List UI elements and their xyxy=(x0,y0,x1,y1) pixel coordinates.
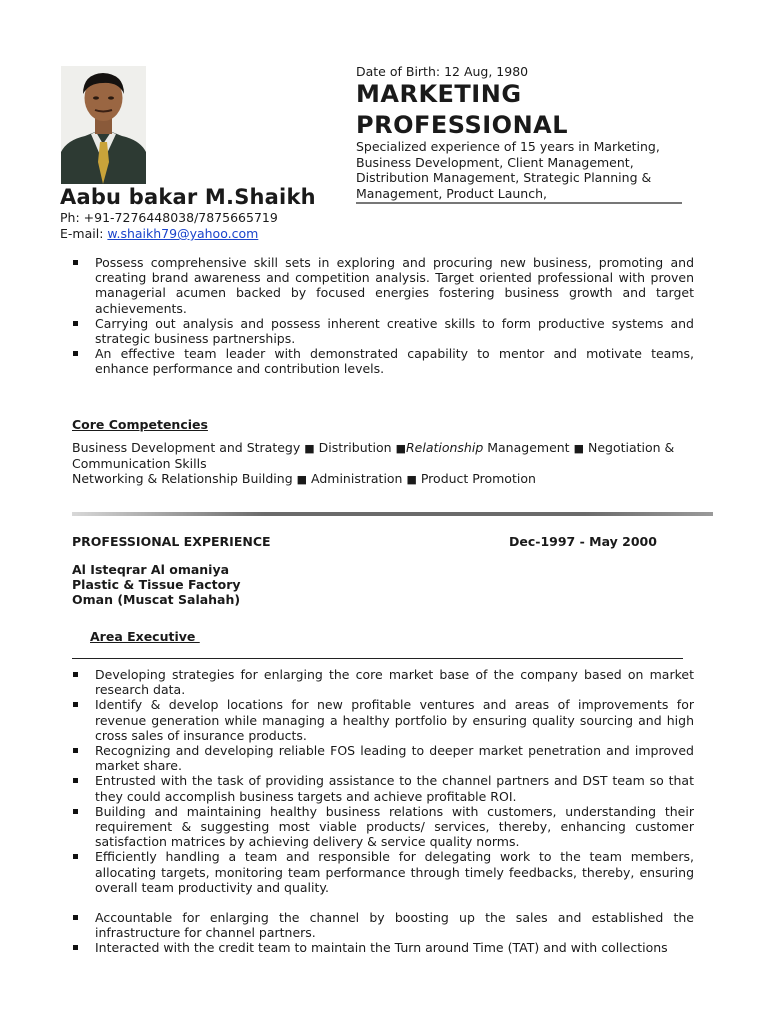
company-location: Oman (Muscat Salahah) xyxy=(72,592,241,608)
role-divider xyxy=(72,658,683,659)
core-competencies-heading: Core Competencies xyxy=(72,417,208,432)
summary-item: Carrying out analysis and possess inherent creative skills to form productive systems and strategic business partnerships. xyxy=(72,316,694,346)
job-role: Area Executive xyxy=(90,629,200,644)
duty-item: Accountable for enlarging the channel by boosting up the sales and established the infrastructure for channel partners. xyxy=(72,910,694,940)
duties-list xyxy=(72,667,694,956)
date-of-birth: Date of Birth: 12 Aug, 1980 xyxy=(356,64,529,79)
profile-photo xyxy=(61,66,146,184)
phone-number: Ph: +91-7276448038/7875665719 xyxy=(60,210,278,225)
competency-italic: Relationship xyxy=(405,440,484,455)
experience-heading: PROFESSIONAL EXPERIENCE xyxy=(72,534,271,549)
header-divider xyxy=(356,202,682,204)
profile-photo-image xyxy=(61,66,146,184)
square-bullet-icon: ■ xyxy=(304,442,315,455)
competency: Management xyxy=(483,440,570,455)
email-line xyxy=(60,226,278,242)
square-bullet-icon: ■ xyxy=(296,473,308,487)
square-bullet-icon: ■ xyxy=(406,473,417,487)
summary-item: An effective team leader with demonstrated capability to mentor and motivate teams, enhance performance and contribution levels. xyxy=(72,346,694,376)
summary-item: Possess comprehensive skill sets in exploring and procuring new business, promoting and creating brand awareness and competition analysis. Target oriented professional with proven managerial acumen backed by focused energies fostering business growth and target achievements. xyxy=(72,255,694,316)
square-bullet-icon: ■ xyxy=(395,442,406,455)
duty-item: Identify & develop locations for new profitable ventures and areas of improvements for revenue generation while managing a healthy portfolio by ensuring quality sourcing and high cross sales of insurance products. xyxy=(72,697,694,743)
email-link[interactable]: w.shaikh79@yahoo.com xyxy=(107,226,259,241)
square-bullet-icon: ■ xyxy=(573,442,584,455)
competency: Negotiation & Communication Skills xyxy=(72,440,675,472)
competency: Distribution xyxy=(318,440,392,455)
candidate-name: Aabu bakar M.Shaikh xyxy=(60,185,316,209)
headline-title xyxy=(356,79,568,141)
competency: Administration xyxy=(311,471,403,487)
duty-item: Developing strategies for enlarging the core market base of the company based on market research data. xyxy=(72,667,694,697)
headline-line-1: MARKETING xyxy=(356,80,522,108)
summary-list xyxy=(72,255,694,377)
competency: Networking & Relationship Building xyxy=(72,471,293,487)
duty-item: Entrusted with the task of providing assistance to the channel partners and DST team so that they could accomplish business targets and achieve profitable ROI. xyxy=(72,773,694,803)
duty-item: Efficiently handling a team and responsible for delegating work to the team members, allocating targets, monitoring team performance through timely feedbacks, thereby, ensuring overall team productivity and quality. xyxy=(72,849,694,895)
contact-block xyxy=(60,210,278,242)
specialization-text: Specialized experience of 15 years in Marketing, Business Development, Client Management, Distribution Management, Strategic Planning & Management, Product Launch, xyxy=(356,139,660,201)
experience-dates: Dec-1997 - May 2000 xyxy=(509,534,657,549)
competency: Product Promotion xyxy=(420,471,536,487)
company-block xyxy=(72,562,241,608)
section-divider xyxy=(72,512,713,516)
duty-item: Recognizing and developing reliable FOS leading to deeper market penetration and improved market share. xyxy=(72,743,694,773)
competency: Business Development and Strategy xyxy=(72,440,301,455)
duty-item: Interacted with the credit team to maintain the Turn around Time (TAT) and with collections xyxy=(72,940,694,955)
duty-item: Building and maintaining healthy business relations with customers, understanding their requirement & suggesting most viable products/ services, thereby, enhancing customer satisfaction matrices by achieving delivery & service quality norms. xyxy=(72,804,694,850)
email-label: E-mail: xyxy=(60,226,108,241)
company-name: Al Isteqrar Al omaniya xyxy=(72,562,230,577)
core-competencies-text xyxy=(72,440,702,488)
company-type: Plastic & Tissue Factory xyxy=(72,577,241,593)
headline-line-2: PROFESSIONAL xyxy=(356,111,569,139)
